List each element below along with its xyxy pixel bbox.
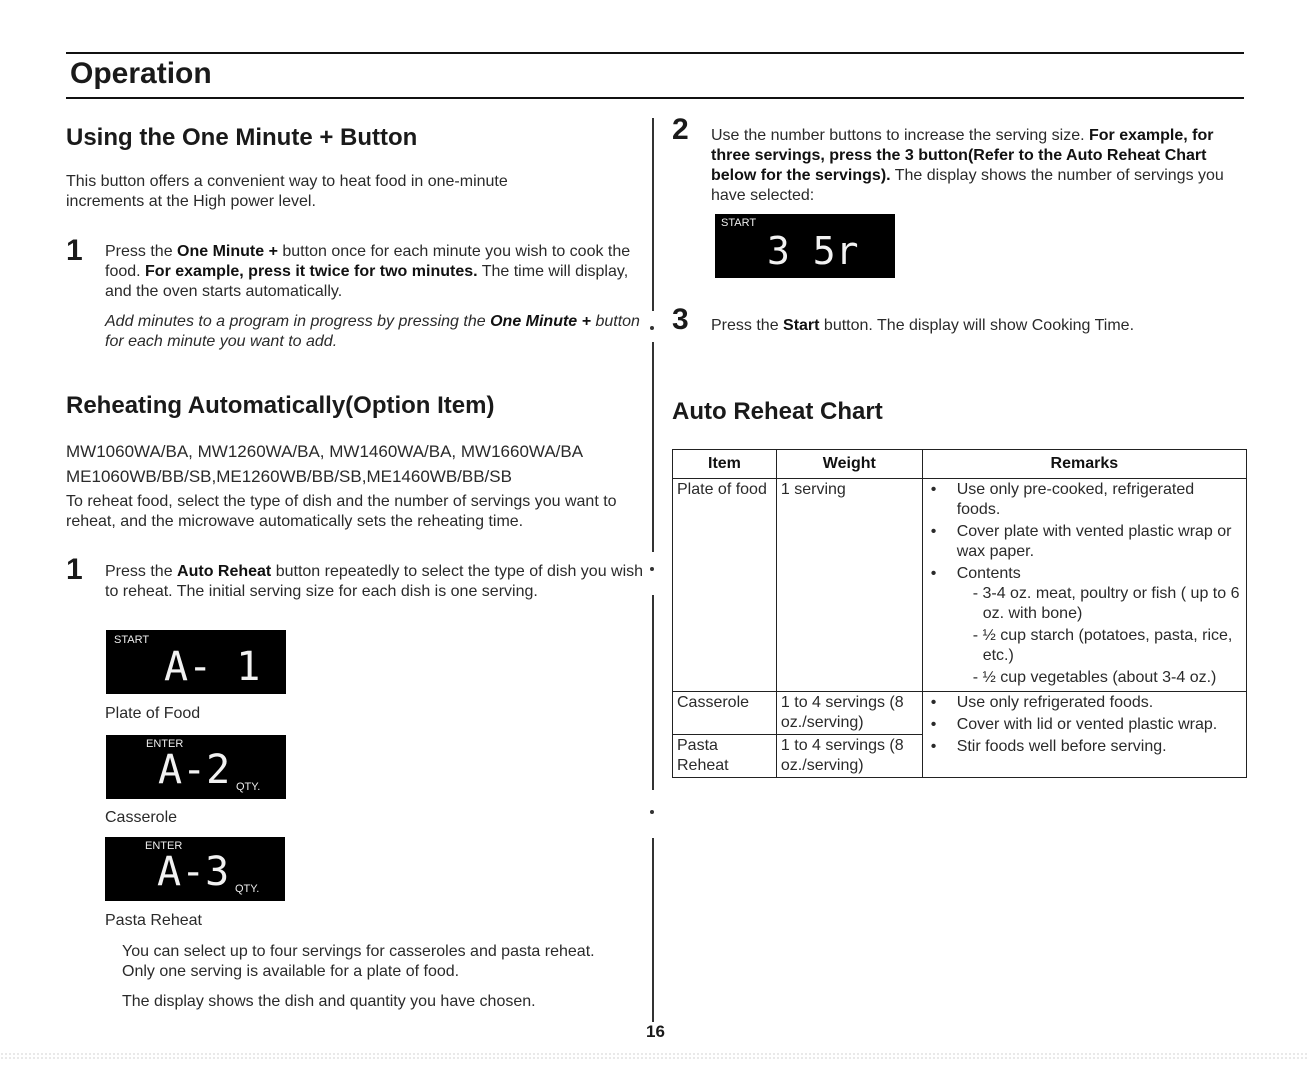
chart-header-row	[673, 450, 1247, 479]
column-divider	[652, 595, 654, 790]
remark: • Contents - 3-4 oz. meat, poultry or fish ( up to 6 oz. with bone) - ½ cup starch (potatoes, pasta, rice, etc.) - ½ cup vegetables (about 3-4 oz.)	[927, 564, 1242, 688]
header-weight: Weight	[776, 450, 922, 479]
divider-dot	[650, 567, 654, 571]
cell-item: Plate of food	[673, 479, 777, 692]
display-readout: A-2	[158, 747, 231, 793]
one-minute-step-1-number: 1	[66, 234, 83, 267]
enter-indicator: ENTER	[146, 738, 184, 750]
table-row	[673, 692, 1247, 735]
qty-indicator: QTY.	[236, 781, 261, 793]
column-divider	[652, 838, 654, 1030]
cell-remarks	[922, 479, 1246, 692]
header-item: Item	[673, 450, 777, 479]
cell-item: Casserole	[673, 692, 777, 735]
start-indicator: START	[114, 634, 150, 646]
title-underline	[66, 97, 1244, 99]
display-pasta-reheat	[105, 837, 285, 901]
reheat-step-3-text: Press the Start button. The display will show Cooking Time.	[711, 317, 1135, 334]
remark: • Use only pre-cooked, refrigerated foods.	[927, 480, 1242, 520]
reheat-step-2-number: 2	[672, 113, 689, 146]
content-item: - 3-4 oz. meat, poultry or fish ( up to 6 oz. with bone)	[972, 585, 1240, 622]
enter-indicator: ENTER	[145, 840, 183, 852]
page-title: Operation	[70, 57, 212, 90]
caption-casserole: Casserole	[105, 809, 178, 826]
display-readout: A-3	[157, 849, 230, 895]
reheat-step-3-number: 3	[672, 303, 689, 336]
header-remarks: Remarks	[922, 450, 1246, 479]
reheat-heading: Reheating Automatically(Option Item)	[66, 392, 495, 419]
one-minute-note: Add minutes to a program in progress by pressing the One Minute + button for each minute you want to add.	[105, 313, 640, 350]
caption-pasta-reheat: Pasta Reheat	[105, 912, 202, 929]
content-item: - ½ cup starch (potatoes, pasta, rice, etc.)	[972, 627, 1233, 664]
remark: • Cover plate with vented plastic wrap or wax paper.	[927, 522, 1242, 562]
divider-dot	[650, 810, 654, 814]
display-readout: 3 5r	[767, 229, 859, 273]
remark: • Cover with lid or vented plastic wrap.	[927, 715, 1242, 735]
column-divider	[652, 342, 654, 552]
reheat-models-line-2: ME1060WB/BB/SB,ME1260WB/BB/SB,ME1460WB/BB/SB	[66, 467, 512, 486]
column-divider	[652, 118, 654, 311]
page-number: 16	[646, 1022, 665, 1041]
content-item: - ½ cup vegetables (about 3-4 oz.)	[972, 669, 1217, 686]
footer-dotted-band	[0, 1052, 1308, 1060]
display-three-servings	[715, 214, 895, 278]
chart-heading: Auto Reheat Chart	[672, 398, 883, 425]
display-note: The display shows the dish and quantity you have chosen.	[122, 993, 536, 1010]
one-minute-step-1-text: Press the One Minute + button once for each minute you wish to cook the food. For example, press it twice for two minutes. The time will display, and the oven starts automatically.	[105, 243, 631, 300]
caption-plate-of-food: Plate of Food	[105, 705, 201, 722]
cell-weight: 1 to 4 servings (8 oz./serving)	[776, 692, 922, 735]
reheat-step-1-number: 1	[66, 553, 83, 586]
remark: • Stir foods well before serving.	[927, 737, 1242, 757]
start-indicator: START	[721, 217, 757, 229]
display-plate-of-food	[106, 630, 286, 694]
reheat-step-2-text: Use the number buttons to increase the serving size. For example, for three servings, press the 3 button(Refer to the Auto Reheat Chart below for the servings). The display shows the number of servings you have selected:	[711, 127, 1224, 204]
remark: • Use only refrigerated foods.	[927, 693, 1242, 713]
cell-remarks-shared	[922, 692, 1246, 778]
divider-dot	[650, 326, 654, 330]
display-readout: A- 1	[164, 644, 261, 690]
table-row	[673, 479, 1247, 692]
reheat-step-1-text: Press the Auto Reheat button repeatedly to select the type of dish you wish to reheat. The initial serving size for each dish is one serving.	[105, 563, 644, 600]
cell-weight: 1 serving	[776, 479, 922, 692]
auto-reheat-chart	[672, 449, 1247, 778]
reheat-models-line-1: MW1060WA/BA, MW1260WA/BA, MW1460WA/BA, MW1660WA/BA	[66, 442, 584, 461]
cell-weight: 1 to 4 servings (8 oz./serving)	[776, 735, 922, 778]
cell-item: Pasta Reheat	[673, 735, 777, 778]
qty-indicator: QTY.	[235, 883, 260, 895]
one-minute-heading: Using the One Minute + Button	[66, 124, 418, 151]
servings-note: You can select up to four servings for casseroles and pasta reheat. Only one serving is available for a plate of food.	[122, 943, 595, 980]
one-minute-intro: This button offers a convenient way to heat food in one-minute increments at the High power level.	[66, 173, 508, 210]
top-rule	[66, 52, 1244, 54]
display-casserole	[106, 735, 286, 799]
reheat-intro: To reheat food, select the type of dish and the number of servings you want to reheat, and the microwave automatically sets the reheating time.	[66, 493, 617, 530]
